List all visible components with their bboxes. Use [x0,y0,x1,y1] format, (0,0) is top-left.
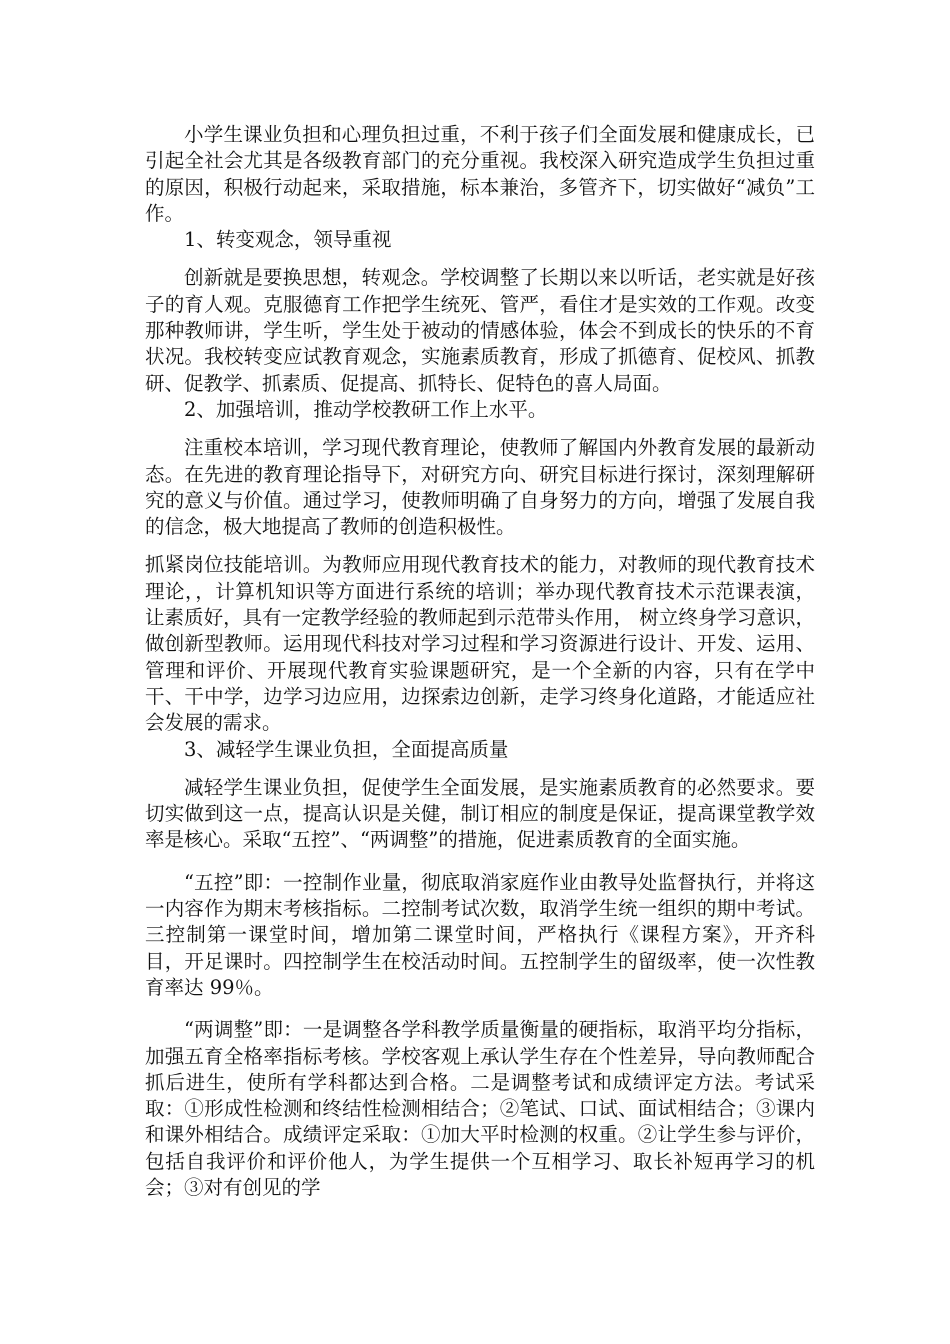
document-body [145,122,815,1201]
section-heading-3: 3、减轻学生课业负担，全面提高质量 [184,737,509,761]
two-adjustments-paragraph: “两调整”即：一是调整各学科教学质量衡量的硬指标，取消平均分指标，加强五育全格率指标考核。学校客观上承认学生存在个性差异，导向教师配合抓后进生，使所有学科都达到合格。二是调整考试和成绩评定方法。考试采取：①形成性检测和终结性检测相结合；②笔试、口试、面试相结合；③课内和课外相结合。成绩评定采取：①加大平时检测的权重。②让学生参与评价，包括自我评价和评价他人，为学生提供一个互相学习、取长补短再学习的机会；③对有创见的学 [145,1018,815,1199]
intro-paragraph: 小学生课业负担和心理负担过重，不利于孩子们全面发展和健康成长，已引起全社会尤其是各级教育部门的充分重视。我校深入研究造成学生负担过重的原因，积极行动起来，采取措施，标本兼治，多管齐下，切实做好“减负”工作。 [145,123,815,225]
section-2-paragraph-2: 抓紧岗位技能培训。为教师应用现代教育技术的能力，对教师的现代教育技术理论，，计算机知识等方面进行系统的培训；举办现代教育技术示范课表演，让素质好，具有一定教学经验的教师起到示范带头作用， 树立终身学习意识，做创新型教师。运用现代科技对学习过程和学习资源进行设计、开发、运用、管理和评价、开展现代教育实验课题研究，是一个全新的内容，只有在学中干、干中学，边学习边应用，边探索边创新，走学习终身化道路，才能适应社会发展的需求。 [145,553,815,735]
section-3-paragraph-1: 减轻学生课业负担，促使学生全面发展，是实施素质教育的必然要求。要切实做到这一点，提高认识是关健，制订相应的制度是保证，提高课堂教学效率是核心。采取“五控”、“两调整”的措施，促进素质教育的全面实施。 [145,775,815,852]
section-heading-2: 2、加强培训，推动学校教研工作上水平。 [184,397,548,421]
section-heading-1: 1、转变观念，领导重视 [184,228,392,252]
five-controls-paragraph: “五控”即：一控制作业量，彻底取消家庭作业由教导处监督执行，并将这一内容作为期末考核指标。二控制考试次数，取消学生统一组织的期中考试。三控制第一课堂时间，增加第二课堂时间，严格执行《课程方案》，开齐科目，开足课时。四控制学生在校活动时间。五控制学生的留级率，使一次性教育率达 99％。 [145,870,815,999]
section-2-paragraph-1: 注重校本培训，学习现代教育理论，使教师了解国内外教育发展的最新动态。在先进的教育理论指导下，对研究方向、研究目标进行探讨，深刻理解研究的意义与价值。通过学习，使教师明确了自身努力的方向，增强了发展自我的信念，极大地提高了教师的创造积极性。 [145,436,815,539]
section-1-paragraph: 创新就是要换思想，转观念。学校调整了长期以来以听话，老实就是好孩子的育人观。克服德育工作把学生统死、管严，看住才是实效的工作观。改变那种教师讲，学生听，学生处于被动的情感体验，体会不到成长的快乐的不育状况。我校转变应试教育观念，实施素质教育，形成了抓德育、促校风、抓教研、促教学、抓素质、促提高、抓特长、促特色的喜人局面。 [145,266,815,395]
